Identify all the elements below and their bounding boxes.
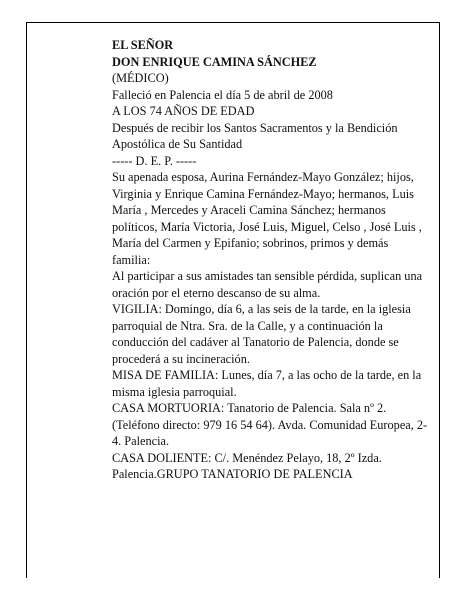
notice-mourning-house: CASA DOLIENTE: C/. Menéndez Pelayo, 18, 2º Izda. Palencia.GRUPO TANATORIO DE PALENCIA xyxy=(112,450,382,481)
notice-family-mass: MISA DE FAMILIA: Lunes, día 7, a las ocho de la tarde, en la misma iglesia parroquial. xyxy=(112,368,422,399)
notice-profession: (MÉDICO) xyxy=(112,71,169,85)
notice-death-info: Falleció en Palencia el día 5 de abril de 2008 xyxy=(112,87,333,102)
notice-sacraments: Después de recibir los Santos Sacramentos y la Bendición Apostólica de Su Santidad xyxy=(112,120,398,151)
notice-age: A LOS 74 AÑOS DE EDAD xyxy=(112,104,255,118)
notice-rip: ----- D. E. P. ----- xyxy=(112,153,197,168)
notice-title-line1: EL SEÑOR xyxy=(112,38,174,52)
notice-deceased-name: DON ENRIQUE CAMINA SÁNCHEZ xyxy=(112,54,317,69)
notice-request: Al participar a sus amistades tan sensible pérdida, suplican una oración por el eterno descanso de su alma. xyxy=(112,269,423,300)
notice-vigil: VIGILIA: Domingo, día 6, a las seis de la tarde, en la iglesia parroquial de Ntra. Sra. de la Calle, y a continuación la conducción del cadáver al Tanatorio de Palencia, donde se procederá a su incineración. xyxy=(112,302,411,366)
notice-family: Su apenada esposa, Aurina Fernández-Mayo González; hijos, Virginia y Enrique Camina Fernández-Mayo; hermanos, Luis María , Mercedes y Araceli Camina Sánchez; hermanos políticos, María Victoria, José Luis, Miguel, Celso , José Luis , María del Carmen y Epifanio; sobrinos, primos y demás familia: xyxy=(112,170,422,267)
obituary-notice xyxy=(112,37,428,483)
notice-mortuary: CASA MORTUORIA: Tanatorio de Palencia. Sala nº 2. (Teléfono directo: 979 16 54 64). Avda. Comunidad Europea, 2-4. Palencia. xyxy=(112,401,428,448)
